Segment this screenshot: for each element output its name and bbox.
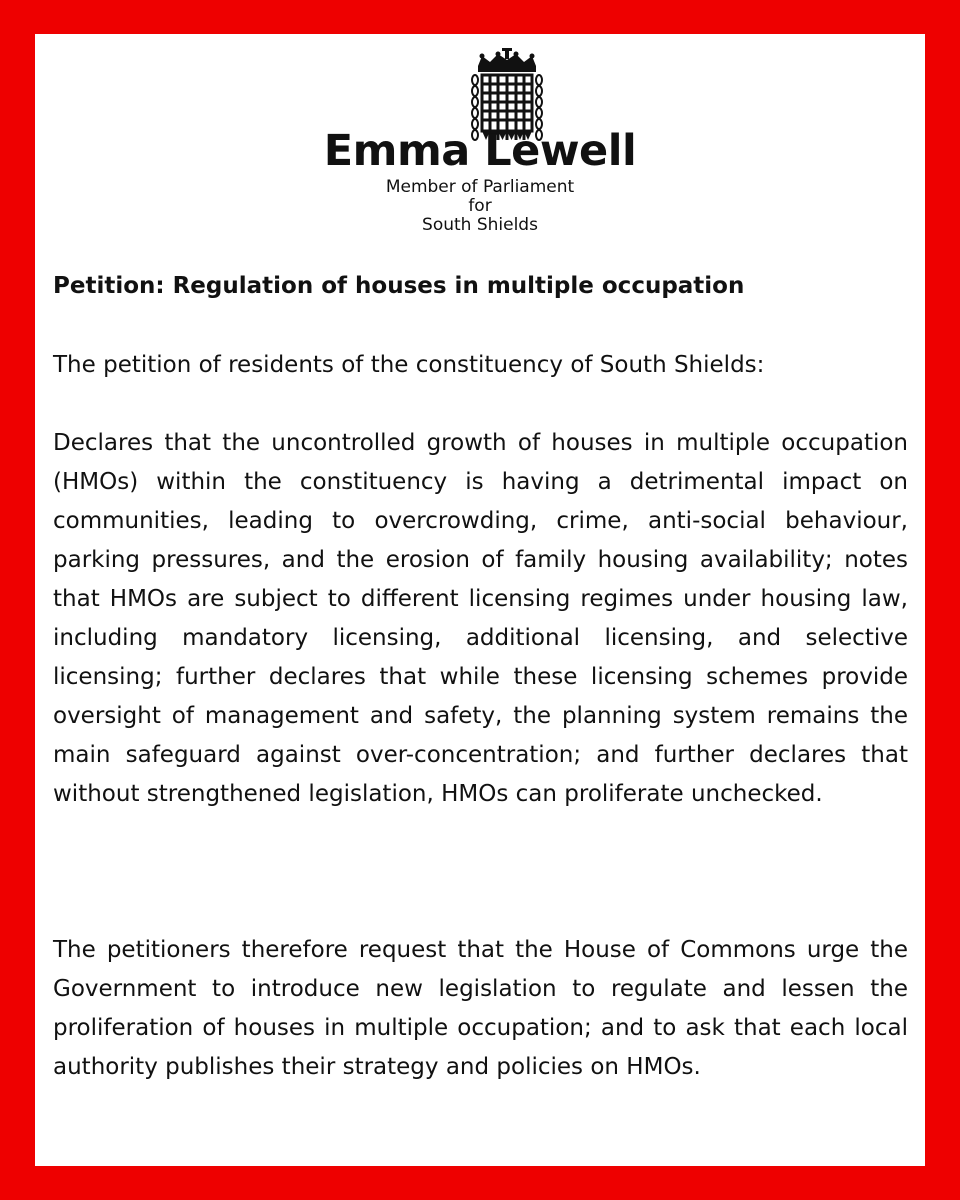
petition-request: The petitioners therefore request that the House of Commons urge the Government to introduce new legislation to regulate and lessen the proliferation of houses in multiple occupation; and to ask that each local authority publishes their strategy and policies on HMOs. [53, 937, 908, 1080]
mp-name-heading: Emma Lewell [323, 126, 637, 176]
mp-role-line: for [468, 196, 492, 216]
petition-declaration: Declares that the uncontrolled growth of houses in multiple occupation (HMOs) within the constituency is having a detrimental impact on communities, leading to overcrowding, crime, anti-social behaviour, parking pressures, and the erosion of family housing availability; notes that HMOs are subject to different licensing regimes under housing law, including mandatory licensing, additional licensing, and selective licensing; further declares that while these licensing schemes provide oversight of management and safety, the planning system remains the main safeguard against over-concentration; and further declares that without strengthened legislation, HMOs can proliferate unchecked. [53, 430, 908, 807]
petition-intro: The petition of residents of the constituency of South Shields: [53, 352, 765, 378]
petition-title: Petition: Regulation of houses in multiple occupation [53, 273, 745, 299]
petition-document [35, 34, 925, 1166]
mp-role-line: Member of Parliament [385, 177, 575, 197]
mp-constituency: South Shields [422, 215, 538, 235]
